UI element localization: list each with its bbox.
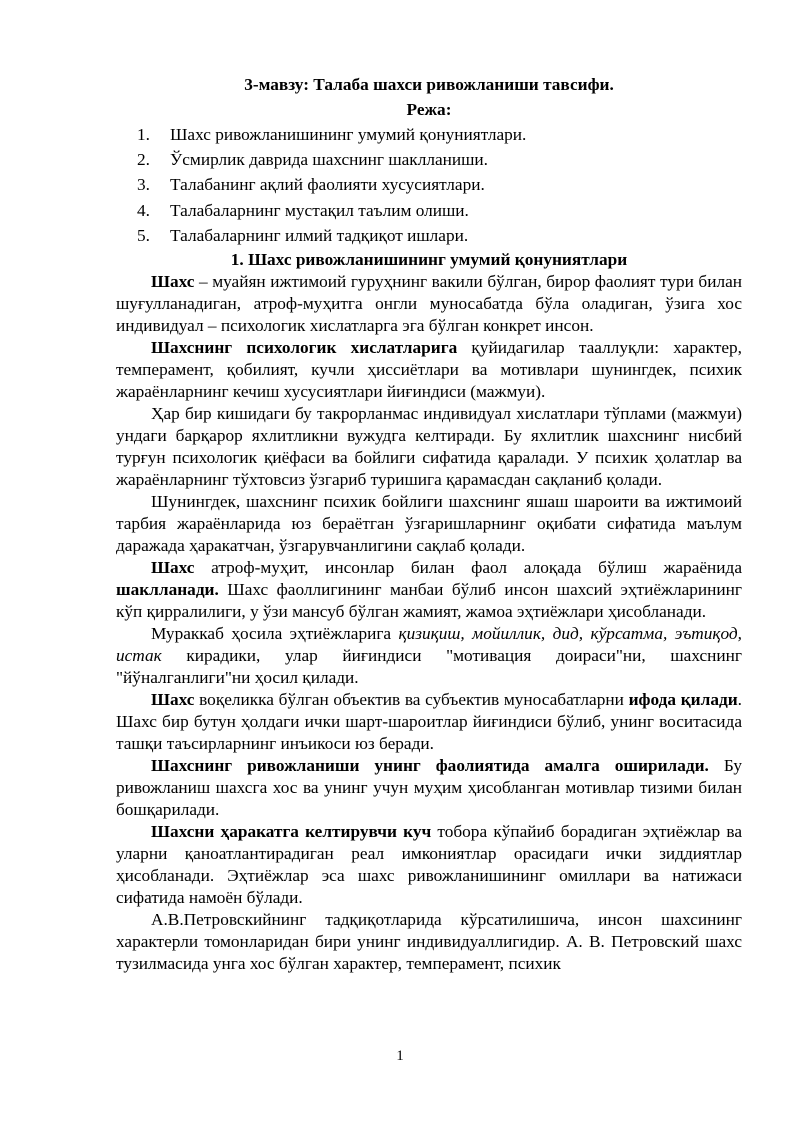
bold-term: Шахснинг психологик хислатларига [151, 337, 458, 357]
paragraph-text: тобора кўпайиб борадиган эҳтиёжлар ва уларни қаноатлантирадиган реал имкониятлар орасидаги ички зиддиятлар ҳисобланади. Эҳтиёжлар эса шахс ривожланишининг омиллари ва натижаси сифатида намоён бўлади. [116, 821, 742, 907]
plan-item-text: Шахс ривожланишининг умумий қонуниятлари. [170, 124, 527, 144]
plan-item-text: Ўсмирлик даврида шахснинг шаклланиши. [170, 150, 488, 170]
plan-item [116, 122, 742, 147]
plan-item-text: Талабаларнинг илмий тадқиқот ишлари. [170, 226, 469, 246]
paragraph-10: А.В.Петровскийнинг тадқиқотларида кўрсатилишича, инсон шахсининг характерли томонларидан бири унинг индивидуаллигидир. А. В. Петровский шахс тузилмасида унга хос бўлган характер, темперамент, психик [116, 909, 742, 973]
paragraph-2 [116, 337, 742, 403]
document-title: 3-мавзу: Талаба шахси ривожланиши тавсифи. [244, 75, 614, 94]
bold-term: ифода қилади [628, 689, 738, 709]
paragraph-text: Шахс фаоллигининг манбаи бўлиб инсон шахсий эҳтиёжларининг кўп қирралилиги, у ўзи мансуб бўлган жамият, жамоа эҳтиёжлари ҳисобланади. [116, 579, 742, 621]
plan-item-text: Талабанинг ақлий фаолияти хусусиятлари. [170, 175, 485, 195]
document-page [116, 74, 742, 975]
paragraph-1 [116, 271, 742, 337]
bold-term: шаклланади. [116, 579, 219, 599]
paragraph-text: . Шахс бир бутун ҳолдаги ички шарт-шароитлар йиғиндиси бўлиб, унинг воситасида ташқи таъсирларнинг инъикоси юз беради. [116, 689, 742, 753]
bold-term: Шахс [151, 689, 195, 709]
paragraph-text: Мураккаб ҳосила эҳтиёжларига [151, 623, 399, 643]
plan-item [116, 147, 742, 172]
paragraph-text: кирадики, улар йиғиндиси "мотивация доираси"ни, шахснинг "йўналганлиги"ни ҳосил қилади. [116, 645, 742, 687]
bold-term: Шахсни ҳаракатга келтирувчи куч [151, 821, 432, 841]
plan-item-number: 5. [137, 226, 150, 246]
paragraph-3: Ҳар бир кишидаги бу такрорланмас индивидуал хислатлари тўплами (мажмуи) ундаги барқарор яхлитликни вужудга келтиради. Бу яхлитлик шахснинг нисбий турғун психологик қиёфаси ва бойлиги сифатида қаралади. У психик ҳолатлар ва жараёнларнинг тўхтовсиз ўзгариб туришига қарамасдан сақланиб қолади. [116, 403, 742, 489]
plan-item-number: 4. [137, 200, 150, 220]
bold-term: Шахс [151, 557, 195, 577]
bold-term: Шахс [151, 271, 195, 291]
paragraph-9 [116, 821, 742, 909]
plan-item-number: 3. [137, 175, 150, 195]
plan-heading: Режа: [406, 100, 452, 119]
plan-item [116, 198, 742, 223]
section-heading: 1. Шахс ривожланишининг умумий қонуниятлари [230, 249, 628, 269]
plan-item [116, 224, 742, 249]
bold-term: Шахснинг ривожланиши унинг фаолиятида амалга оширилади. [151, 755, 709, 775]
plan-item-number: 2. [137, 150, 150, 170]
paragraph-4: Шунингдек, шахснинг психик бойлиги шахснинг яшаш шароити ва ижтимоий тарбия жараёнларида юз бераётган ўзгаришларнинг оқибати сифатида маълум даражада ҳаракатчан, ўзгарувчанлигини сақлаб қолади. [116, 491, 742, 555]
paragraph-text: Бу ривожланиш шахсга хос ва унинг учун муҳим ҳисобланган мотивлар тизими билан бошқарилади. [116, 755, 742, 819]
paragraph-8 [116, 755, 742, 821]
italic-term: қизиқиш, мойиллик, дид, кўрсатма, эътиқод, истак [116, 623, 742, 665]
paragraph-text: қуйидагилар тааллуқли: характер, темперамент, қобилият, кучли ҳиссиётлари ва мотивлари шунингдек, психик жараёнларнинг кечиш хусусиятлари йиғиндиси (мажмуи). [116, 337, 743, 401]
paragraph-text: атроф-муҳит, инсонлар билан фаол алоқада бўлиш жараёнида [194, 557, 742, 577]
plan-list [116, 122, 742, 249]
paragraph-text: воқеликка бўлган объектив ва субъектив муносабатларни [194, 689, 629, 709]
paragraph-text: – муайян ижтимоий гуруҳнинг вакили бўлган, бирор фаолият тури билан шуғулланадиган, атроф-муҳитга онгли муносабатда бўла оладиган, ўзига хос индивидуал – психологик хислатларга эга бўлган конкрет инсон. [116, 271, 742, 335]
page-number: 1 [396, 1048, 404, 1064]
paragraph-7 [116, 689, 742, 755]
paragraph-6 [116, 623, 742, 689]
plan-item-number: 1. [137, 124, 150, 144]
paragraph-5 [116, 557, 742, 623]
plan-item [116, 173, 742, 198]
plan-item-text: Талабаларнинг мустақил таълим олиши. [170, 200, 469, 220]
